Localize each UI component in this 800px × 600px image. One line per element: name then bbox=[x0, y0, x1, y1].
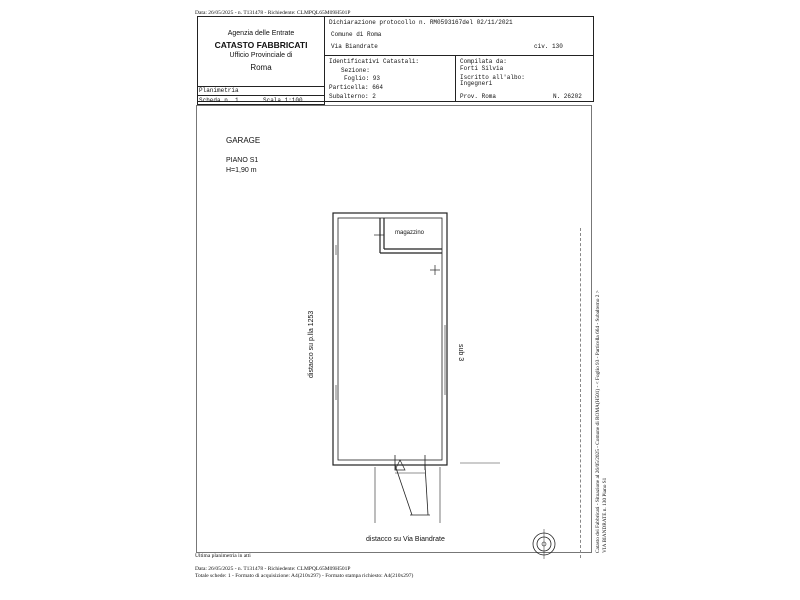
floor-plan bbox=[300, 205, 500, 560]
left-distance-label: distacco su p.lla 1253 bbox=[308, 310, 315, 378]
address: Via Biandrate bbox=[331, 43, 378, 50]
agency-box bbox=[197, 16, 325, 86]
garage-label: GARAGE bbox=[226, 136, 261, 145]
sheet-title: Planimetria bbox=[199, 87, 239, 94]
protocol: Dichiarazione protocollo n. RM0593167del 02/11/2021 bbox=[329, 19, 513, 26]
catasto-title: CATASTO FABBRICATI bbox=[214, 40, 308, 50]
albo-number: N. 26202 bbox=[553, 93, 582, 100]
albo-label: Iscritto all'albo: bbox=[460, 74, 525, 81]
sezione: Sezione: bbox=[341, 67, 370, 74]
divider bbox=[455, 55, 456, 102]
comune: Comune di Roma bbox=[331, 31, 382, 38]
identifiers-title: Identificativi Catastali: bbox=[329, 58, 420, 65]
room-magazzino: magazzino bbox=[395, 230, 425, 236]
side-note-2: VIA BIANDRATE n. 130 Piano S1 bbox=[602, 477, 608, 553]
divider bbox=[197, 95, 325, 96]
prov: Prov. Roma bbox=[460, 93, 497, 100]
ufficio-label: Ufficio Provinciale di bbox=[229, 52, 293, 59]
compiled-label: Compilata da: bbox=[460, 58, 507, 65]
north-arrow-icon bbox=[529, 529, 559, 559]
agency-name: Agenzia delle Entrate bbox=[227, 30, 295, 37]
albo: Ingegneri bbox=[460, 80, 493, 87]
footer-format: Totale schede: 1 - Formato di acquisizione: A4(210x297) - Formato stampa richiesto: A4(210x297) bbox=[195, 573, 414, 579]
compiled-name: Forti Silvia bbox=[460, 65, 504, 72]
piano-label: PIANO S1 bbox=[226, 157, 259, 164]
sub-label: sub 3 bbox=[457, 344, 464, 362]
scala: Scala 1:100 bbox=[263, 97, 303, 104]
subalterno: Subalterno: 2 bbox=[329, 93, 376, 100]
ufficio-city: Roma bbox=[250, 63, 272, 72]
divider bbox=[325, 55, 594, 56]
side-rule bbox=[580, 228, 582, 558]
foglio: Foglio: 93 bbox=[344, 75, 381, 82]
bottom-distance-label: distacco su Via Biandrate bbox=[366, 536, 445, 543]
height-label: H=1,90 m bbox=[226, 167, 257, 174]
particella: Particella: 664 bbox=[329, 84, 384, 91]
civico: civ. 130 bbox=[534, 43, 563, 50]
last-plan-note: Ultima planimetria in atti bbox=[195, 553, 251, 559]
side-note: Catasto dei Fabbricati - Situazione al 26/05/2025 - Comune di ROMA(H501) - < Foglio 93 - Particella 664 - Subalterno 2 > bbox=[595, 290, 601, 553]
footer-meta: Data: 26/05/2025 - n. T131478 - Richiedente: CLMPQL65M09H501P bbox=[195, 566, 351, 572]
top-meta: Data: 26/05/2025 - n. T131478 - Richiedente: CLMPQL65M09H501P bbox=[195, 10, 351, 16]
scheda: Scheda n. 1 bbox=[199, 97, 239, 104]
